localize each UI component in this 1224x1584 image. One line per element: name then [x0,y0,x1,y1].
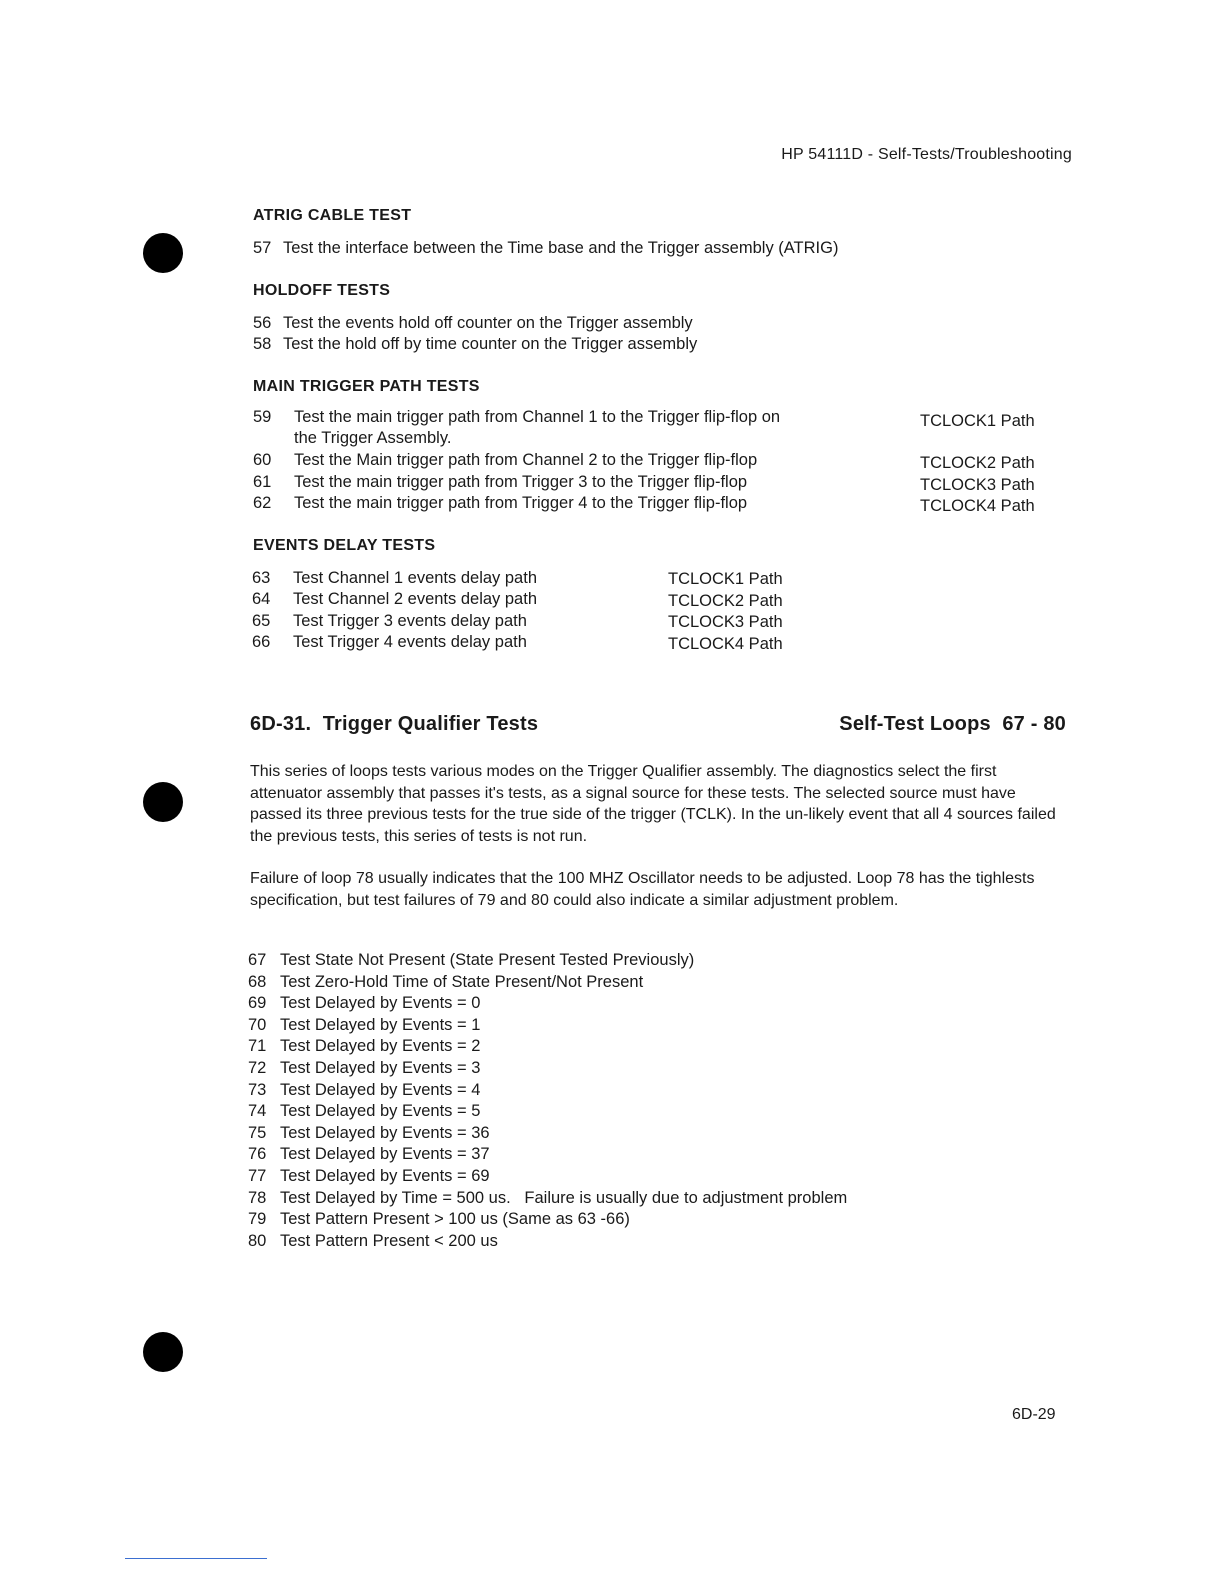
loop-text: Test Pattern Present > 100 us (Same as 63 -66) [280,1210,630,1229]
loop-number: 71 [248,1037,267,1056]
loop-item [248,1058,847,1080]
intro-paragraph: This series of loops tests various modes on the Trigger Qualifier assembly. The diagnostics select the first attenuator assembly that passes it's tests, as a signal source for these tests. The selected source must have passed its three previous tests for the true side of the trigger (TCLK). In the un-likely event that all 4 sources failed the previous tests, this series of tests is not run. [250,763,1056,845]
loop-text: Test Delayed by Events = 37 [280,1145,490,1164]
loop-text: Test Delayed by Events = 1 [280,1015,481,1034]
item-number: 62 [253,494,272,512]
running-header: HP 54111D - Self-Tests/Troubleshooting [781,146,1072,163]
holdoff-item [253,314,693,333]
atrig-item [253,239,838,258]
binder-hole-middle [143,782,183,822]
loop-item [248,993,847,1015]
loop-item [248,972,847,994]
loop-item [248,1036,847,1058]
loop-item [248,1144,847,1166]
main-trigger-heading: MAIN TRIGGER PATH TESTS [253,378,480,395]
item-number: 57 [253,239,272,257]
footer-rule [125,1558,267,1559]
loop-number: 67 [248,951,267,969]
item-text-continued: the Trigger Assembly. [294,429,452,447]
events-delay-heading: EVENTS DELAY TESTS [253,537,436,554]
loop-text: Test Delayed by Events = 0 [280,994,481,1013]
item-text: Test Trigger 4 events delay path [293,633,527,651]
self-test-loops-label: Self-Test Loops 67 - 80 [839,713,1066,735]
holdoff-heading: HOLDOFF TESTS [253,282,391,299]
path-label: TCLOCK2 Path [920,454,1035,472]
loop-number: 69 [248,994,267,1013]
loop-number: 77 [248,1166,267,1185]
loop-item [248,1123,847,1145]
loop-text: Test Delayed by Events = 4 [280,1080,481,1099]
item-text: Test Channel 1 events delay path [293,569,537,587]
path-label: TCLOCK3 Path [920,476,1035,494]
loop-number: 70 [248,1015,267,1034]
item-text: Test the interface between the Time base and the Trigger assembly (ATRIG) [283,239,839,257]
path-label: TCLOCK3 Path [668,613,783,631]
failure-paragraph: Failure of loop 78 usually indicates that the 100 MHZ Oscillator needs to be adjusted. Loop 78 has the tighlests specification, but test failures of 79 and 80 could also indicate a similar adjustment problem. [250,870,1035,909]
loop-text: Test Delayed by Events = 3 [280,1058,481,1077]
item-text: Test the events hold off counter on the Trigger assembly [283,314,693,332]
loop-number: 74 [248,1102,267,1121]
loop-text: Test Delayed by Events = 36 [280,1123,490,1142]
loop-list [248,950,847,1252]
loop-item [248,1080,847,1102]
loop-text: Test Zero-Hold Time of State Present/Not Present [280,972,644,991]
loop-item [248,1101,847,1123]
loop-text: Test Delayed by Events = 69 [280,1166,490,1185]
item-text: Test the main trigger path from Trigger 4 to the Trigger flip-flop [294,494,748,512]
path-label: TCLOCK1 Path [920,412,1035,430]
item-number: 61 [253,473,272,491]
atrig-heading: ATRIG CABLE TEST [253,207,412,224]
holdoff-item [253,335,697,354]
loop-text: Test Delayed by Events = 2 [280,1037,481,1056]
item-number: 64 [252,590,271,608]
path-label: TCLOCK4 Path [668,635,783,653]
item-text: Test Channel 2 events delay path [293,590,537,608]
section-title: 6D-31. Trigger Qualifier Tests [250,713,539,735]
loop-number: 73 [248,1080,267,1099]
loop-item [248,1015,847,1037]
path-label: TCLOCK4 Path [920,497,1035,515]
item-number: 56 [253,314,272,332]
item-number: 65 [252,612,271,630]
binder-hole-bottom [143,1332,183,1372]
loop-item [248,1209,847,1231]
item-text: Test the main trigger path from Channel 1 to the Trigger flip-flop on [294,408,781,426]
loop-number: 80 [248,1231,267,1250]
loop-text: Test Delayed by Time = 500 us. Failure is usually due to adjustment problem [280,1188,848,1207]
loop-text: Test Delayed by Events = 5 [280,1102,481,1121]
item-text: Test Trigger 3 events delay path [293,612,527,630]
item-number: 63 [252,569,271,587]
loop-number: 78 [248,1188,267,1207]
loop-item [248,1188,847,1210]
loop-number: 75 [248,1123,267,1142]
item-number: 66 [252,633,271,651]
binder-hole-top [143,233,183,273]
item-number: 60 [253,451,272,469]
item-number: 58 [253,335,272,353]
loop-text: Test State Not Present (State Present Tested Previously) [280,951,695,969]
item-text: Test the Main trigger path from Channel 2 to the Trigger flip-flop [294,451,758,469]
path-label: TCLOCK1 Path [668,570,783,588]
loop-item [248,950,847,972]
loop-number: 68 [248,972,267,991]
page-number: 6D-29 [1012,1406,1056,1423]
path-label: TCLOCK2 Path [668,592,783,610]
item-text: Test the main trigger path from Trigger 3 to the Trigger flip-flop [294,473,748,491]
item-number: 59 [253,408,272,426]
item-text: Test the hold off by time counter on the Trigger assembly [283,335,698,353]
loop-text: Test Pattern Present < 200 us [280,1231,498,1250]
loop-number: 72 [248,1058,267,1077]
loop-number: 76 [248,1145,267,1164]
loop-item [248,1231,847,1253]
loop-item [248,1166,847,1188]
loop-number: 79 [248,1210,267,1229]
